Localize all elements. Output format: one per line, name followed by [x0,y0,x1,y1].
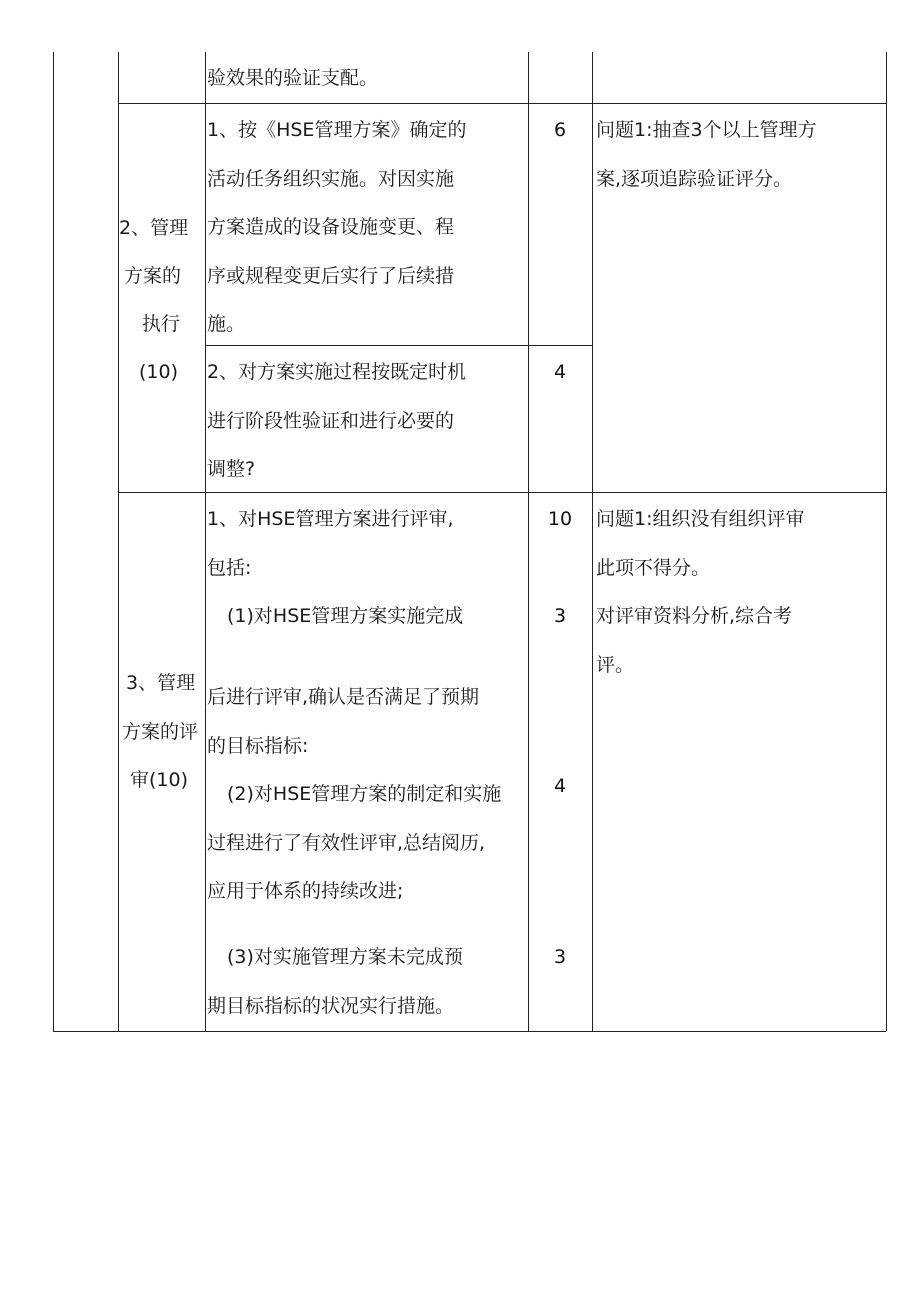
table-divider-2 [205,52,206,1031]
item-score: 3 [553,605,567,627]
section-title: 审(10) [130,769,189,791]
table-divider-4 [592,52,593,1031]
criteria-text: (2)对HSE管理方案的制定和实施 [227,783,502,805]
section-title: 3、管理 [126,672,196,694]
row-separator-sub [205,345,592,346]
criteria-text: 的目标指标: [207,735,309,757]
item-score: 4 [553,361,567,383]
criteria-text: 包括: [207,557,252,579]
criteria-text: 进行阶段性验证和进行必要的 [207,410,455,432]
criteria-text: 期目标指标的状况实行措施。 [207,995,455,1017]
method-text: 问题1:组织没有组织评审 [596,508,805,530]
section-title: 执行 [142,313,181,335]
criteria-text: 活动任务组织实施。对因实施 [207,168,455,190]
item-score: 4 [553,775,567,797]
criteria-text: 调整? [207,458,256,480]
row-separator-2 [118,492,886,493]
criteria-text: 1、对HSE管理方案进行评审, [207,508,454,530]
criteria-text: 验效果的验证支配。 [207,67,379,89]
section-title: 方案的 [124,265,182,287]
item-score: 10 [547,508,573,530]
criteria-text: 序或规程变更后实行了后续措 [207,265,455,287]
row-separator-1 [118,103,886,104]
table-border-bottom [53,1031,886,1032]
table-divider-3 [528,52,529,1031]
criteria-text: 应用于体系的持续改进; [207,880,404,902]
criteria-text: 1、按《HSE管理方案》确定的 [207,119,467,141]
method-text: 对评审资料分析,综合考 [596,605,793,627]
item-score: 6 [553,119,567,141]
table-divider-1 [118,52,119,1031]
criteria-text: 方案造成的设备设施变更、程 [207,216,455,238]
criteria-text: 2、对方案实施过程按既定时机 [207,361,467,383]
criteria-text: 施。 [207,313,246,335]
method-text: 问题1:抽查3个以上管理方 [596,119,817,141]
table-border-right [886,52,887,1031]
item-score: 3 [553,946,567,968]
section-score: (10) [139,361,179,383]
section-title: 方案的评 [122,721,199,743]
criteria-text: 后进行评审,确认是否满足了预期 [207,686,480,708]
method-text: 案,逐项追踪验证评分。 [596,168,793,190]
criteria-text: 过程进行了有效性评审,总结阅历, [207,832,486,854]
method-text: 评。 [596,654,635,676]
table-border-left [53,52,54,1031]
criteria-text: (1)对HSE管理方案实施完成 [227,605,464,627]
criteria-text: (3)对实施管理方案未完成预 [227,946,463,968]
section-title: 2、管理 [119,217,189,239]
method-text: 此项不得分。 [596,557,711,579]
